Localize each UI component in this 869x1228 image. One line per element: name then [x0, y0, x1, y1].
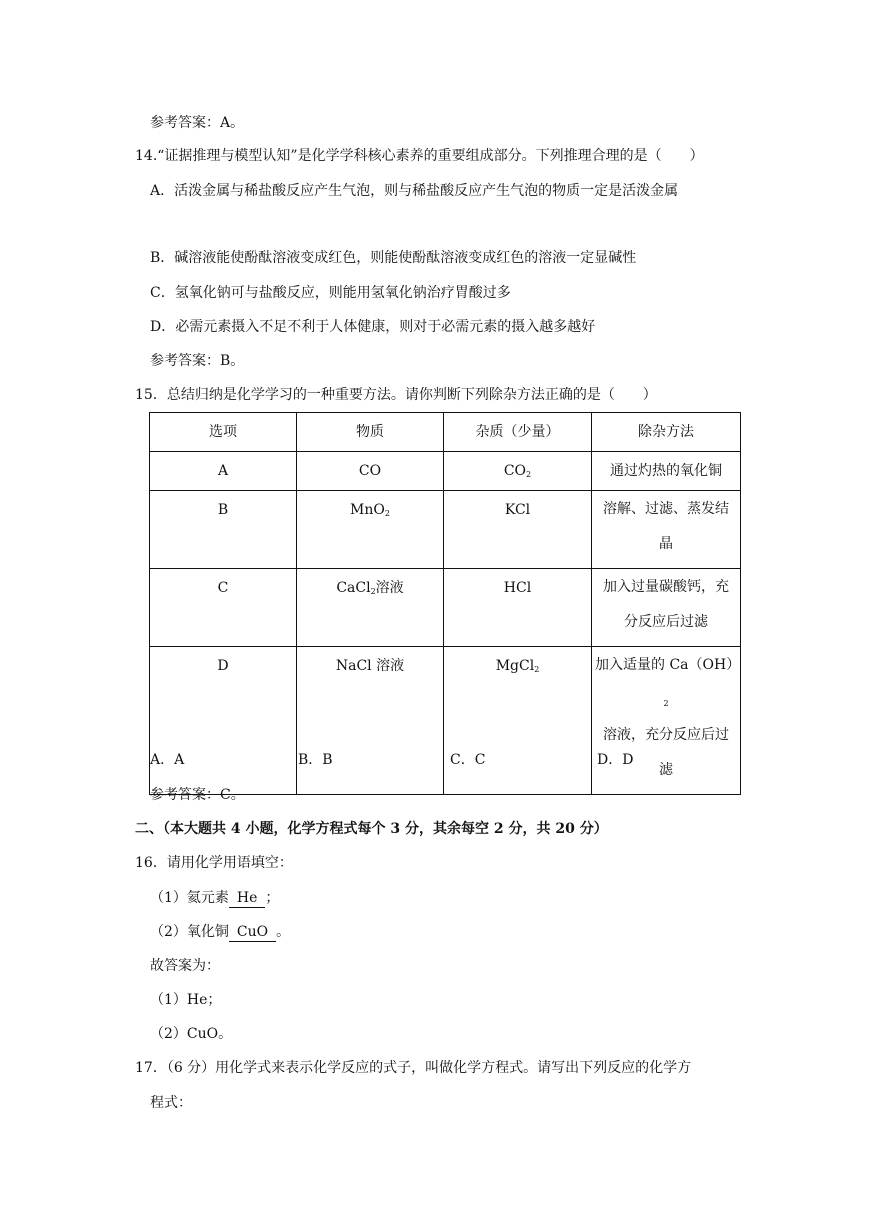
cell-option: A [150, 452, 297, 491]
cell-impurity: HCl [444, 569, 592, 647]
table-row [150, 491, 741, 569]
cell-method: 溶解、过滤、蒸发结 晶 [592, 491, 741, 569]
answer-label: 故答案为： [150, 958, 220, 974]
header-option: 选项 [150, 413, 297, 452]
cell-substance: CaCl$_2$溶液 [297, 569, 444, 647]
choice-c: C．C [450, 752, 486, 768]
answer-15: 参考答案：C。 [150, 787, 245, 803]
cell-substance: MnO$_2$ [297, 491, 444, 569]
choice-b: B．B [298, 752, 333, 768]
table-row [150, 647, 741, 795]
header-substance: 物质 [297, 413, 444, 452]
table-row [150, 569, 741, 647]
cell-method: 通过灼热的氧化铜 [592, 452, 741, 491]
question-17-line-2: 程式： [150, 1095, 192, 1111]
cell-impurity: $CO_2$ [444, 452, 592, 491]
impurity-removal-table [149, 412, 741, 795]
question-14-option-a: A．活泼金属与稀盐酸反应产生气泡，则与稀盐酸反应产生气泡的物质一定是活泼金属 [150, 183, 679, 199]
answer-blank-cuo: CuO [229, 924, 276, 942]
question-14-option-c: C．氢氧化钠可与盐酸反应，则能用氢氧化钠治疗胃酸过多 [150, 285, 511, 301]
question-14: 14.“证据推理与模型认知”是化学学科核心素养的重要组成部分。下列推理合理的是（ ） [135, 148, 704, 164]
cell-option: C [150, 569, 297, 647]
answer-13: 参考答案：A。 [150, 115, 245, 131]
header-impurity: 杂质（少量） [444, 413, 592, 452]
choice-d: D．D [597, 752, 634, 768]
cell-method: 加入适量的 $Ca(OH)_2$ 溶液，充分反应后过 滤 [592, 647, 741, 795]
question-15: 15．总结归纳是化学学习的一种重要方法。请你判断下列除杂方法正确的是（ ） [135, 387, 657, 403]
table-row [150, 452, 741, 491]
answer-14: 参考答案：B。 [150, 353, 245, 369]
cell-impurity: MgCl$_2$ [444, 647, 592, 795]
cell-substance: CO [297, 452, 444, 491]
header-method: 除杂方法 [592, 413, 741, 452]
cell-option: D [150, 647, 297, 795]
question-16: 16．请用化学用语填空： [135, 855, 293, 871]
cell-method: 加入过量碳酸钙，充 分反应后过滤 [592, 569, 741, 647]
choice-a: A．A [150, 752, 185, 768]
question-16-part-1: （1）氦元素 He ； [150, 890, 280, 906]
cell-impurity: KCl [444, 491, 592, 569]
answer-16-part-1: （1）He； [150, 992, 222, 1008]
answer-blank-he: He [229, 890, 266, 908]
question-14-option-d: D．必需元素摄入不足不利于人体健康，则对于必需元素的摄入越多越好 [150, 319, 596, 335]
cell-option: B [150, 491, 297, 569]
question-17-line-1: 17．（6 分）用化学式来表示化学反应的式子，叫做化学方程式。请写出下列反应的化学方 [135, 1060, 692, 1076]
question-14-option-b: B．碱溶液能使酚酞溶液变成红色，则能使酚酞溶液变成红色的溶液一定显碱性 [150, 250, 637, 266]
answer-16-part-2: （2）CuO。 [150, 1026, 233, 1042]
table-header-row [150, 413, 741, 452]
section-2-heading: 二、（本大题共 4 小题，化学方程式每个 3 分，其余每空 2 分，共 20 分） [135, 821, 608, 837]
question-16-part-2: （2）氧化铜 CuO 。 [150, 924, 291, 940]
cell-substance: NaCl 溶液 [297, 647, 444, 795]
